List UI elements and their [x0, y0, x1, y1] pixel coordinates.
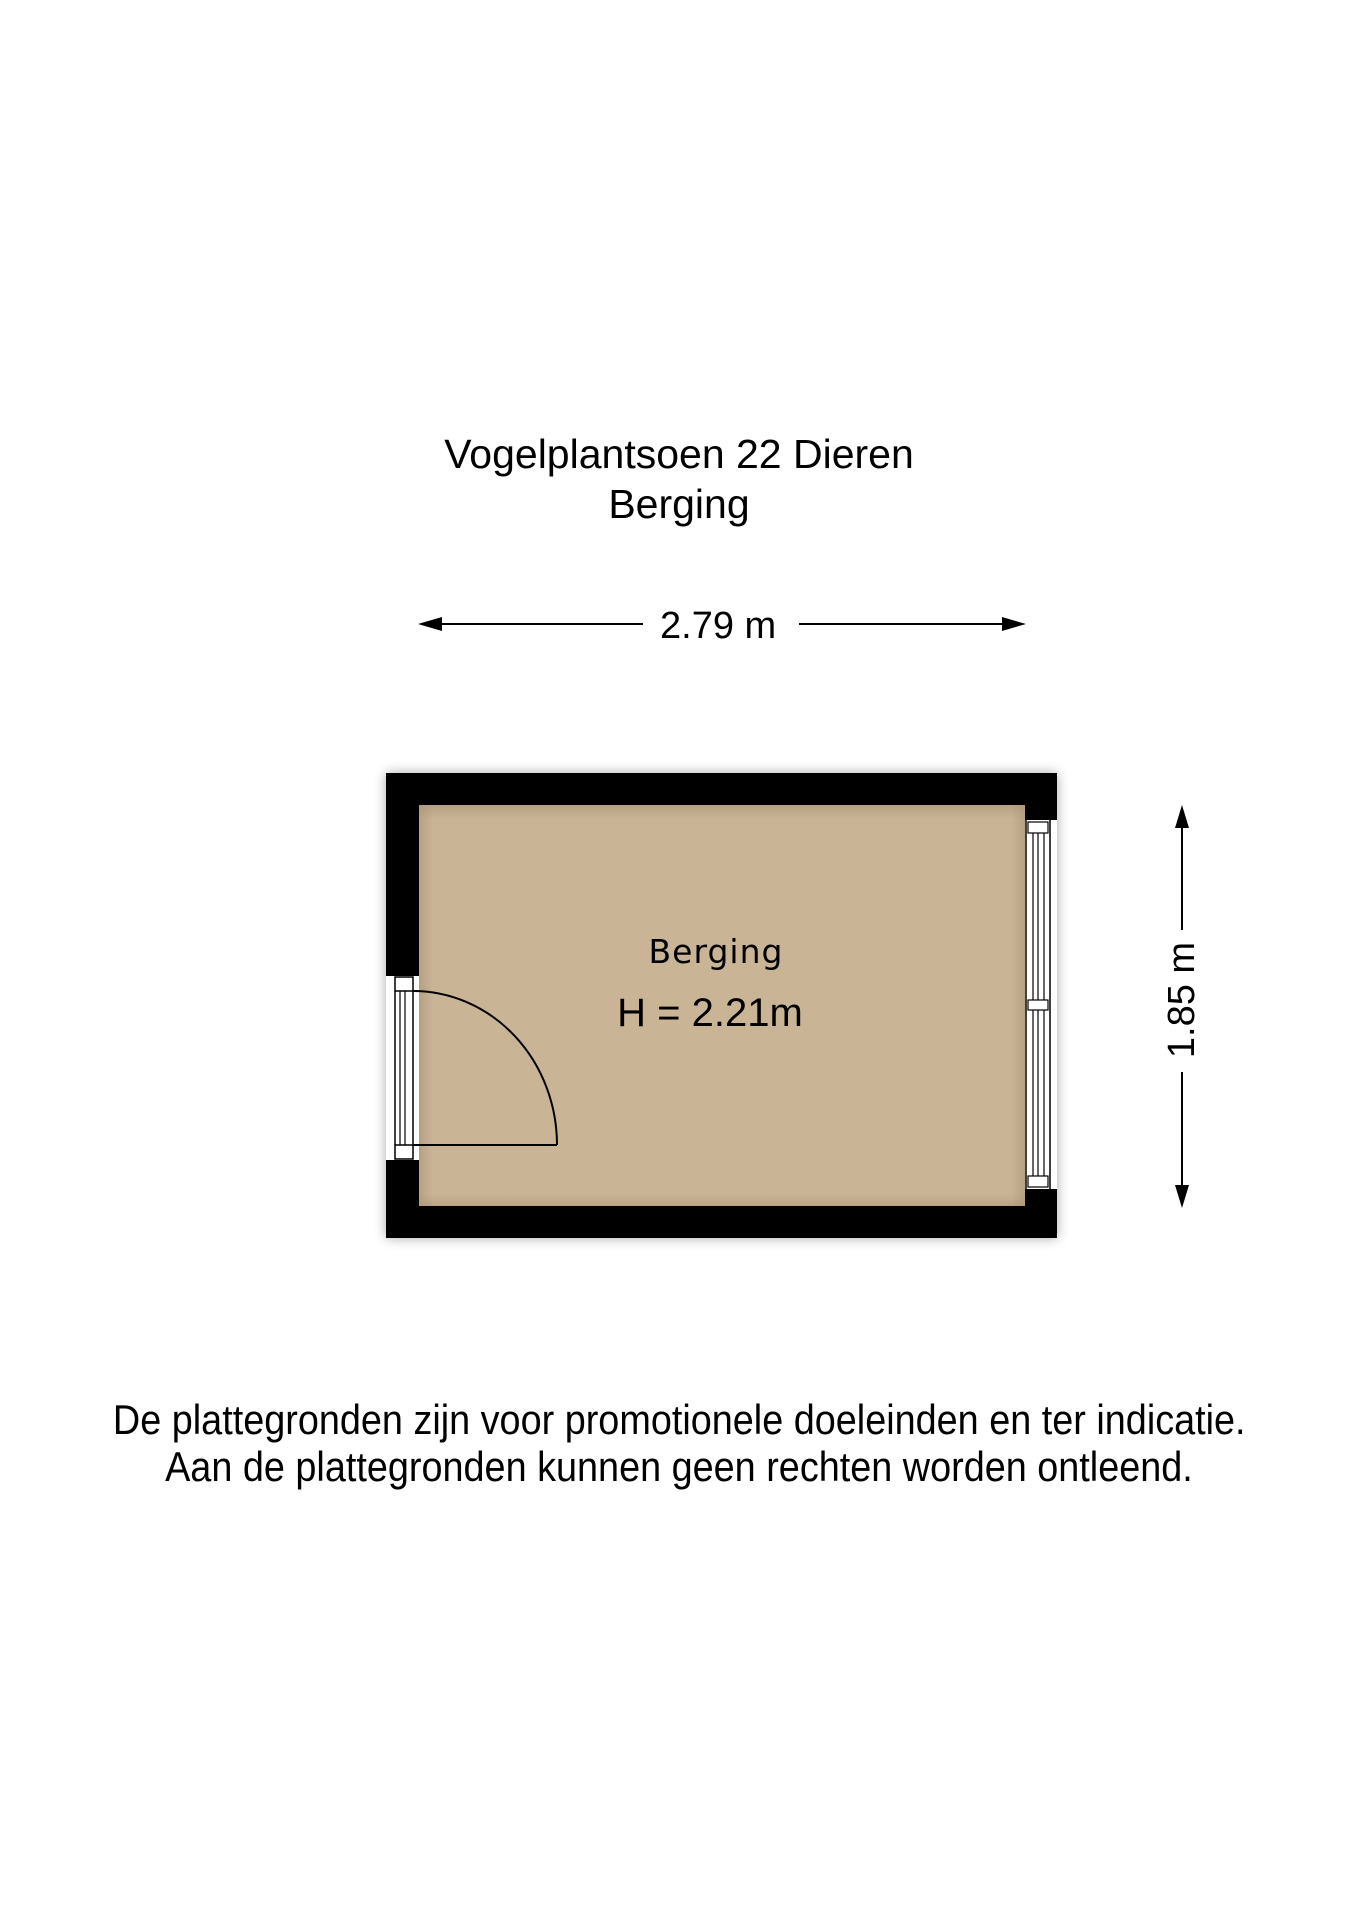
width-dimension-label: 2.79 m — [660, 605, 777, 647]
arrow-up-icon — [1175, 805, 1189, 828]
room-height-label: H = 2.21m — [617, 991, 803, 1035]
room-name-label: Berging — [648, 932, 784, 971]
disclaimer-text-1: De plattegronden zijn voor promotionele doeleinden en ter indicatie. — [112, 1396, 1246, 1443]
floor-name-title: Berging — [608, 481, 750, 527]
window — [1025, 820, 1057, 1189]
depth-dimension-label: 1.85 m — [1161, 941, 1203, 1059]
address-title: Vogelplantsoen 22 Dieren — [444, 431, 914, 477]
disclaimer-line-1 — [0, 1396, 1358, 1443]
arrow-left-icon — [418, 617, 442, 631]
disclaimer-line-2 — [0, 1443, 1358, 1490]
disclaimer-text-2: Aan de plattegronden kunnen geen rechten worden ontleend. — [165, 1443, 1193, 1490]
arrow-down-icon — [1175, 1185, 1189, 1208]
arrow-right-icon — [1002, 617, 1026, 631]
